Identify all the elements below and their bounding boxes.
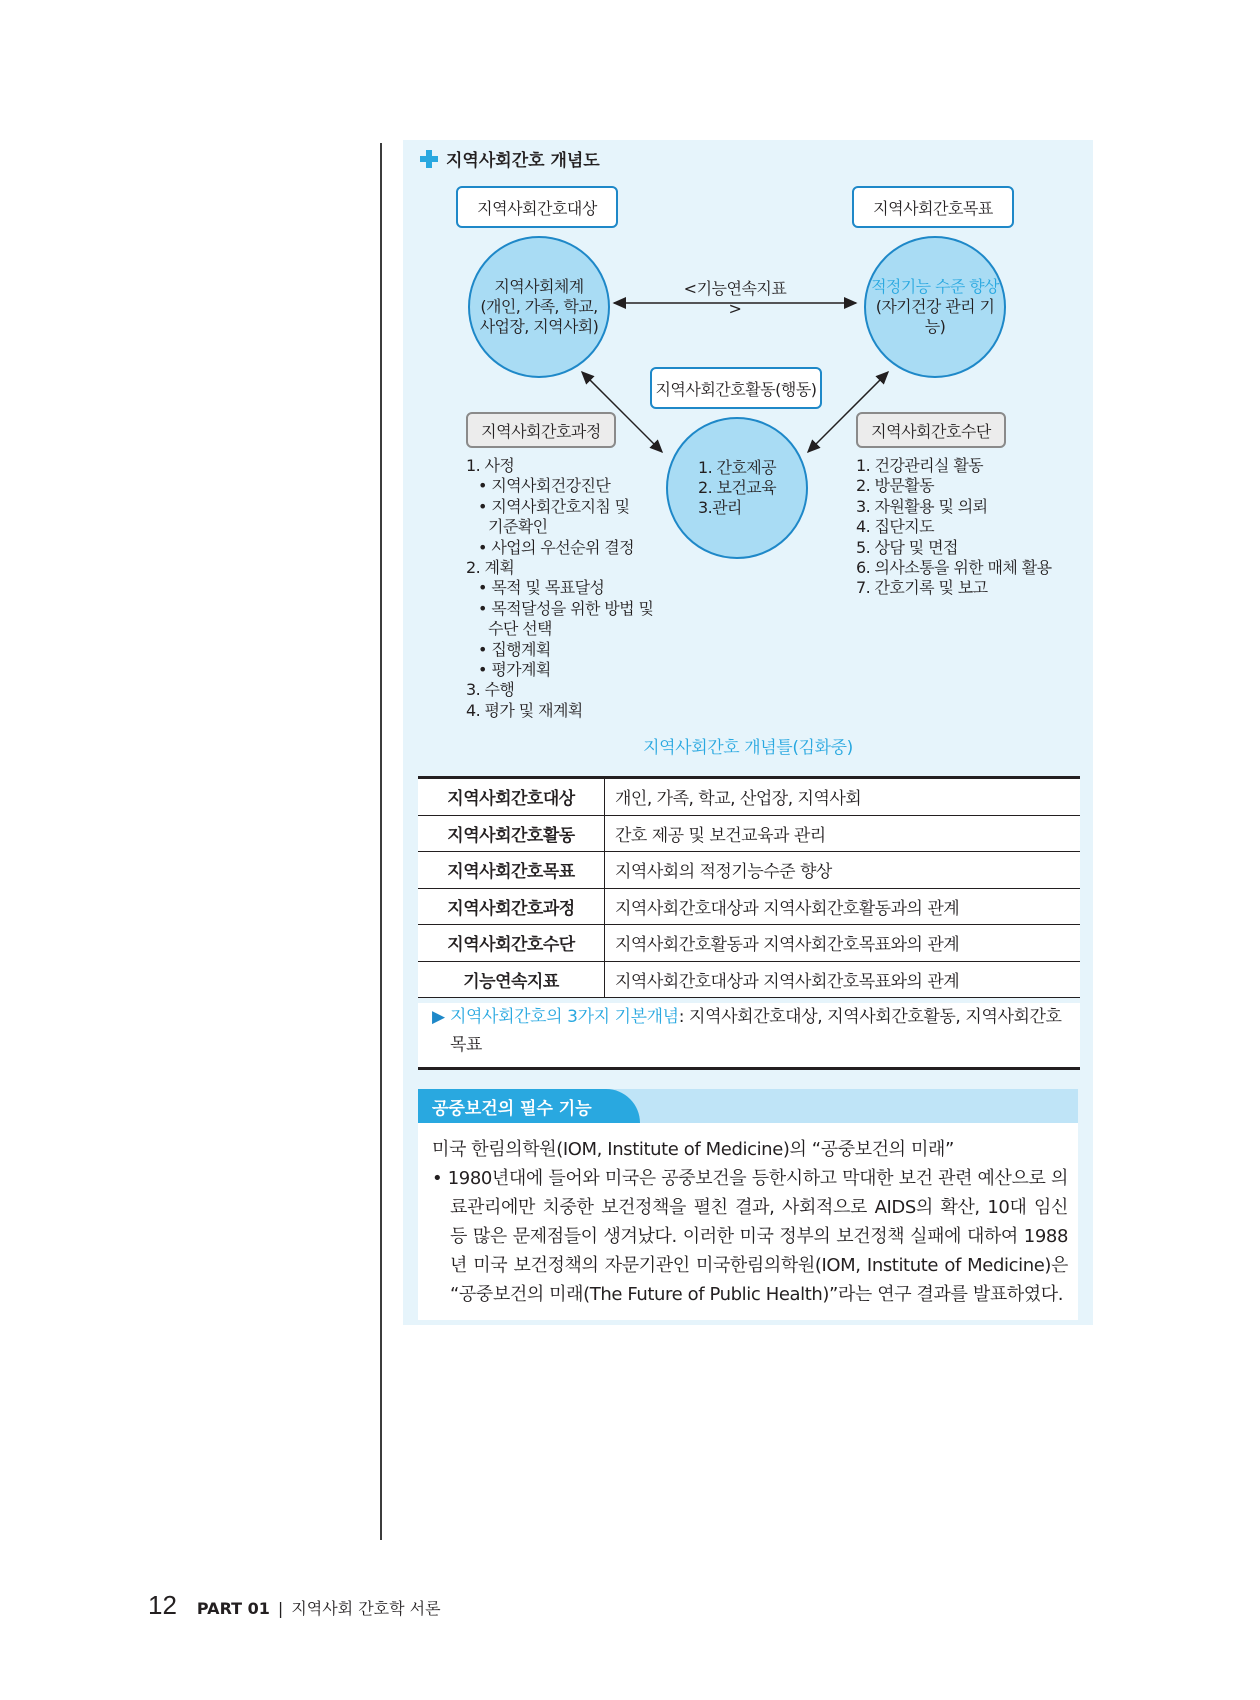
table-key: 지역사회간호목표 <box>418 852 605 889</box>
table-key: 기능연속지표 <box>418 961 605 998</box>
process-item: 수단 선택 <box>488 619 552 639</box>
table-value: 지역사회간호활동과 지역사회간호목표와의 관계 <box>605 925 1081 962</box>
means-list <box>856 456 1051 599</box>
means-item: 3. 자원활용 및 의뢰 <box>856 496 988 516</box>
table-row <box>418 888 1080 925</box>
table-value: 간호 제공 및 보건교육과 관리 <box>605 815 1081 852</box>
process-item: 4. 평가 및 재계획 <box>466 700 583 720</box>
activity-line2: 2. 보건교육 <box>698 478 776 497</box>
means-item: 7. 간호기록 및 보고 <box>856 578 988 598</box>
means-item: 6. 의사소통을 위한 매체 활용 <box>856 558 1052 578</box>
process-item: • 목적달성을 위한 방법 및 <box>478 598 654 618</box>
means-item: 5. 상담 및 면접 <box>856 537 958 557</box>
process-item: • 목적 및 목표달성 <box>478 578 605 598</box>
community-system-line2: (개인, 가족, 학교, <box>480 297 598 316</box>
table-key: 지역사회간호과정 <box>418 888 605 925</box>
table-row <box>418 961 1080 998</box>
community-system-line3: 사업장, 지역사회) <box>479 317 599 336</box>
table-value: 지역사회의 적정기능수준 향상 <box>605 852 1081 889</box>
means-item: 1. 건강관리실 활동 <box>856 456 984 475</box>
index-label: <기능연속지표> <box>683 279 787 318</box>
essential-intro: 미국 한림의학원(IOM, Institute of Medicine)의 “공중보건의 미래” <box>432 1139 954 1160</box>
target-box: 지역사회간호대상 <box>456 186 618 228</box>
community-system-circle <box>468 236 610 378</box>
table-row <box>418 815 1080 852</box>
optimal-function-circle <box>864 236 1006 378</box>
table-row <box>418 852 1080 889</box>
means-item: 4. 집단지도 <box>856 517 934 537</box>
process-item: • 지역사회간호지침 및 <box>478 496 630 516</box>
chapter-title: 지역사회 간호학 서론 <box>291 1599 441 1618</box>
process-item: 1. 사정 <box>466 456 515 475</box>
basic-concepts-note <box>418 1003 1080 1070</box>
optimal-function-line2: (자기건강 관리 기능) <box>875 297 995 336</box>
concept-table <box>418 776 1080 998</box>
optimal-function-line1: 적정기능 수준 향상 <box>871 277 999 296</box>
essential-body <box>432 1135 1068 1309</box>
activity-box: 지역사회간호활동(행동) <box>650 367 822 409</box>
note-text-cont: 목표 <box>450 1035 483 1055</box>
process-item: • 지역사회건강진단 <box>478 476 611 496</box>
activity-line3: 3.관리 <box>698 498 742 517</box>
means-item: 2. 방문활동 <box>856 476 934 496</box>
part-label: PART 01 <box>196 1599 270 1618</box>
community-system-line1: 지역사회체계 <box>494 277 584 296</box>
diagram-caption: 지역사회간호 개념틀(김화중) <box>643 738 853 758</box>
table-key: 지역사회간호활동 <box>418 815 605 852</box>
note-text: : 지역사회간호대상, 지역사회간호활동, 지역사회간호 <box>678 1007 1062 1027</box>
table-key: 지역사회간호대상 <box>418 778 605 816</box>
essential-tab: 공중보건의 필수 기능 <box>418 1089 640 1123</box>
process-item: • 평가계획 <box>478 660 551 680</box>
table-row <box>418 778 1080 816</box>
process-box: 지역사회간호과정 <box>466 412 616 448</box>
means-box: 지역사회간호수단 <box>856 412 1006 448</box>
table-row <box>418 925 1080 962</box>
page-footer <box>148 1590 441 1621</box>
process-item: 2. 계획 <box>466 558 515 578</box>
process-item: 기준확인 <box>488 517 548 537</box>
goal-box: 지역사회간호목표 <box>852 186 1014 228</box>
process-item: 3. 수행 <box>466 680 515 700</box>
page-number: 12 <box>148 1590 177 1620</box>
table-key: 지역사회간호수단 <box>418 925 605 962</box>
table-value: 개인, 가족, 학교, 산업장, 지역사회 <box>605 778 1081 816</box>
process-item: • 사업의 우선순위 결정 <box>478 537 634 557</box>
activity-line1: 1. 간호제공 <box>698 458 776 477</box>
triangle-right-icon: ▶ <box>432 1007 445 1027</box>
table-value: 지역사회간호대상과 지역사회간호목표와의 관계 <box>605 961 1081 998</box>
note-highlight: 지역사회간호의 3가지 기본개념 <box>450 1007 679 1027</box>
table-value: 지역사회간호대상과 지역사회간호활동과의 관계 <box>605 888 1081 925</box>
section-title-text: 지역사회간호 개념도 <box>446 151 600 171</box>
essential-bullet: • 1980년대에 들어와 미국은 공중보건을 등한시하고 막대한 보건 관련 예산으로 의료관리에만 치중한 보건정책을 펼친 결과, 사회적으로 AIDS의 확산, 10대 임신 등 많은 문제점들이 생겨났다. 이러한 미국 정부의 보건정책 실패에 대하여 1988년 미국 보건정책의 자문기관인 미국한림의학원(IOM, Institute of Medicine)은 “공중보건의 미래(The Future of Public Health)”라는 연구 결과를 발표하였다. <box>432 1168 1068 1305</box>
activity-circle <box>666 417 808 559</box>
footer-separator: | <box>277 1599 284 1618</box>
process-item: • 집행계획 <box>478 639 551 659</box>
process-list <box>466 456 653 721</box>
